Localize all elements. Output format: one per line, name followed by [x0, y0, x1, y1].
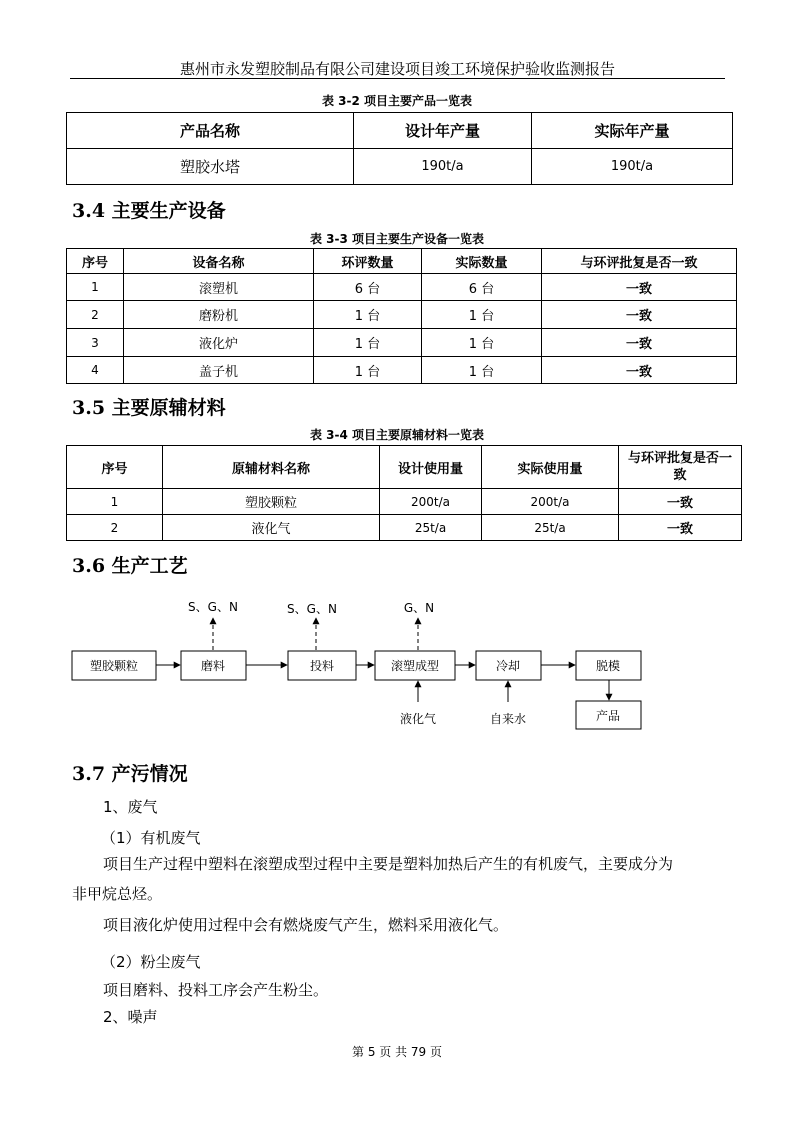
list-item-noise: 2、噪声 — [103, 1008, 158, 1026]
input-label: 液化气 — [399, 712, 437, 726]
table-cell: 25t/a — [380, 515, 482, 541]
flow-label: 冷却 — [495, 659, 521, 673]
table-cell: 塑胶颗粒 — [163, 489, 380, 515]
flow-label: 磨料 — [200, 659, 226, 673]
table-cell: 2 — [67, 515, 163, 541]
table-cell: 1 台 — [314, 357, 422, 384]
table-cell: 一致 — [542, 274, 737, 301]
table-cell: 6 台 — [422, 274, 542, 301]
table-header-cell: 序号 — [67, 446, 163, 489]
table-3-3 — [66, 248, 737, 384]
table-cell: 1 台 — [314, 329, 422, 357]
table-header-cell: 设计使用量 — [380, 446, 482, 489]
table-cell: 一致 — [542, 329, 737, 357]
table-cell: 盖子机 — [124, 357, 314, 384]
table-3-4 — [66, 445, 742, 541]
table-3-2-caption: 表 3-2 项目主要产品一览表 — [321, 94, 473, 108]
emission-label: S、G、N — [287, 602, 337, 616]
subitem-dust-gas: （2）粉尘废气 — [101, 953, 201, 971]
section-heading-3-7: 3.7 产污情况 — [72, 763, 188, 785]
table-cell: 200t/a — [482, 489, 619, 515]
section-heading-3-5: 3.5 主要原辅材料 — [72, 397, 226, 419]
table-cell: 25t/a — [482, 515, 619, 541]
subitem-organic-gas: （1）有机废气 — [101, 829, 201, 847]
table-header-cell: 实际年产量 — [532, 113, 733, 149]
table-3-4-caption: 表 3-4 项目主要原辅材料一览表 — [309, 428, 485, 442]
table-cell: 2 — [67, 301, 124, 329]
input-label: 自来水 — [489, 712, 527, 726]
table-cell: 4 — [67, 357, 124, 384]
paragraph-line: 非甲烷总烃。 — [72, 885, 163, 903]
table-cell: 滚塑机 — [124, 274, 314, 301]
list-item-waste-gas: 1、废气 — [103, 798, 158, 816]
flow-label: 滚塑成型 — [390, 659, 440, 673]
table-cell: 液化气 — [163, 515, 380, 541]
table-row — [67, 357, 737, 384]
report-header-title: 惠州市永发塑胶制品有限公司建设项目竣工环境保护验收监测报告 — [179, 60, 615, 78]
table-row — [67, 515, 742, 541]
header-rule — [70, 78, 725, 79]
table-cell: 1 台 — [422, 329, 542, 357]
table-cell: 一致 — [542, 357, 737, 384]
paragraph: 项目磨料、投料工序会产生粉尘。 — [103, 981, 329, 999]
table-cell: 1 — [67, 274, 124, 301]
paragraph: 项目液化炉使用过程中会有燃烧废气产生，燃料采用液化气。 — [103, 916, 509, 934]
table-row — [67, 301, 737, 329]
table-cell: 液化炉 — [124, 329, 314, 357]
table-header-cell: 实际使用量 — [482, 446, 619, 489]
table-cell: 一致 — [619, 489, 742, 515]
section-heading-3-4: 3.4 主要生产设备 — [72, 200, 226, 222]
table-header-cell: 原辅材料名称 — [163, 446, 380, 489]
emission-label: S、G、N — [188, 600, 238, 614]
table-row — [67, 149, 733, 185]
table-cell: 3 — [67, 329, 124, 357]
table-cell: 190t/a — [354, 149, 532, 185]
table-cell: 190t/a — [532, 149, 733, 185]
table-header-cell: 环评数量 — [314, 249, 422, 274]
table-header-cell: 序号 — [67, 249, 124, 274]
table-header-cell: 设备名称 — [124, 249, 314, 274]
table-header-cell: 实际数量 — [422, 249, 542, 274]
table-cell: 1 — [67, 489, 163, 515]
paragraph-line: 项目生产过程中塑料在滚塑成型过程中主要是塑料加热后产生的有机废气，主要成分为 — [103, 855, 674, 873]
table-cell: 1 台 — [422, 301, 542, 329]
table-row — [67, 274, 737, 301]
table-cell: 一致 — [542, 301, 737, 329]
table-header-cell: 设计年产量 — [354, 113, 532, 149]
table-cell: 6 台 — [314, 274, 422, 301]
table-3-3-caption: 表 3-3 项目主要生产设备一览表 — [309, 232, 485, 246]
table-cell: 塑胶水塔 — [67, 149, 354, 185]
table-cell: 一致 — [619, 515, 742, 541]
table-cell: 1 台 — [314, 301, 422, 329]
process-flow-diagram — [0, 590, 794, 740]
table-cell: 磨粉机 — [124, 301, 314, 329]
section-heading-3-6: 3.6 生产工艺 — [72, 555, 188, 577]
table-cell: 200t/a — [380, 489, 482, 515]
table-3-2 — [66, 112, 733, 185]
emission-label: G、N — [403, 601, 435, 615]
flow-label: 塑胶颗粒 — [89, 659, 139, 673]
table-header-cell: 与环评批复是否一致 — [619, 446, 742, 489]
table-row — [67, 329, 737, 357]
page-number: 第 5 页 共 79 页 — [352, 1045, 442, 1059]
flow-label: 投料 — [309, 659, 335, 673]
table-header-cell: 产品名称 — [67, 113, 354, 149]
flow-label: 脱模 — [595, 659, 621, 673]
flow-label: 产品 — [595, 709, 621, 723]
table-cell: 1 台 — [422, 357, 542, 384]
table-row — [67, 489, 742, 515]
table-header-cell: 与环评批复是否一致 — [542, 249, 737, 274]
